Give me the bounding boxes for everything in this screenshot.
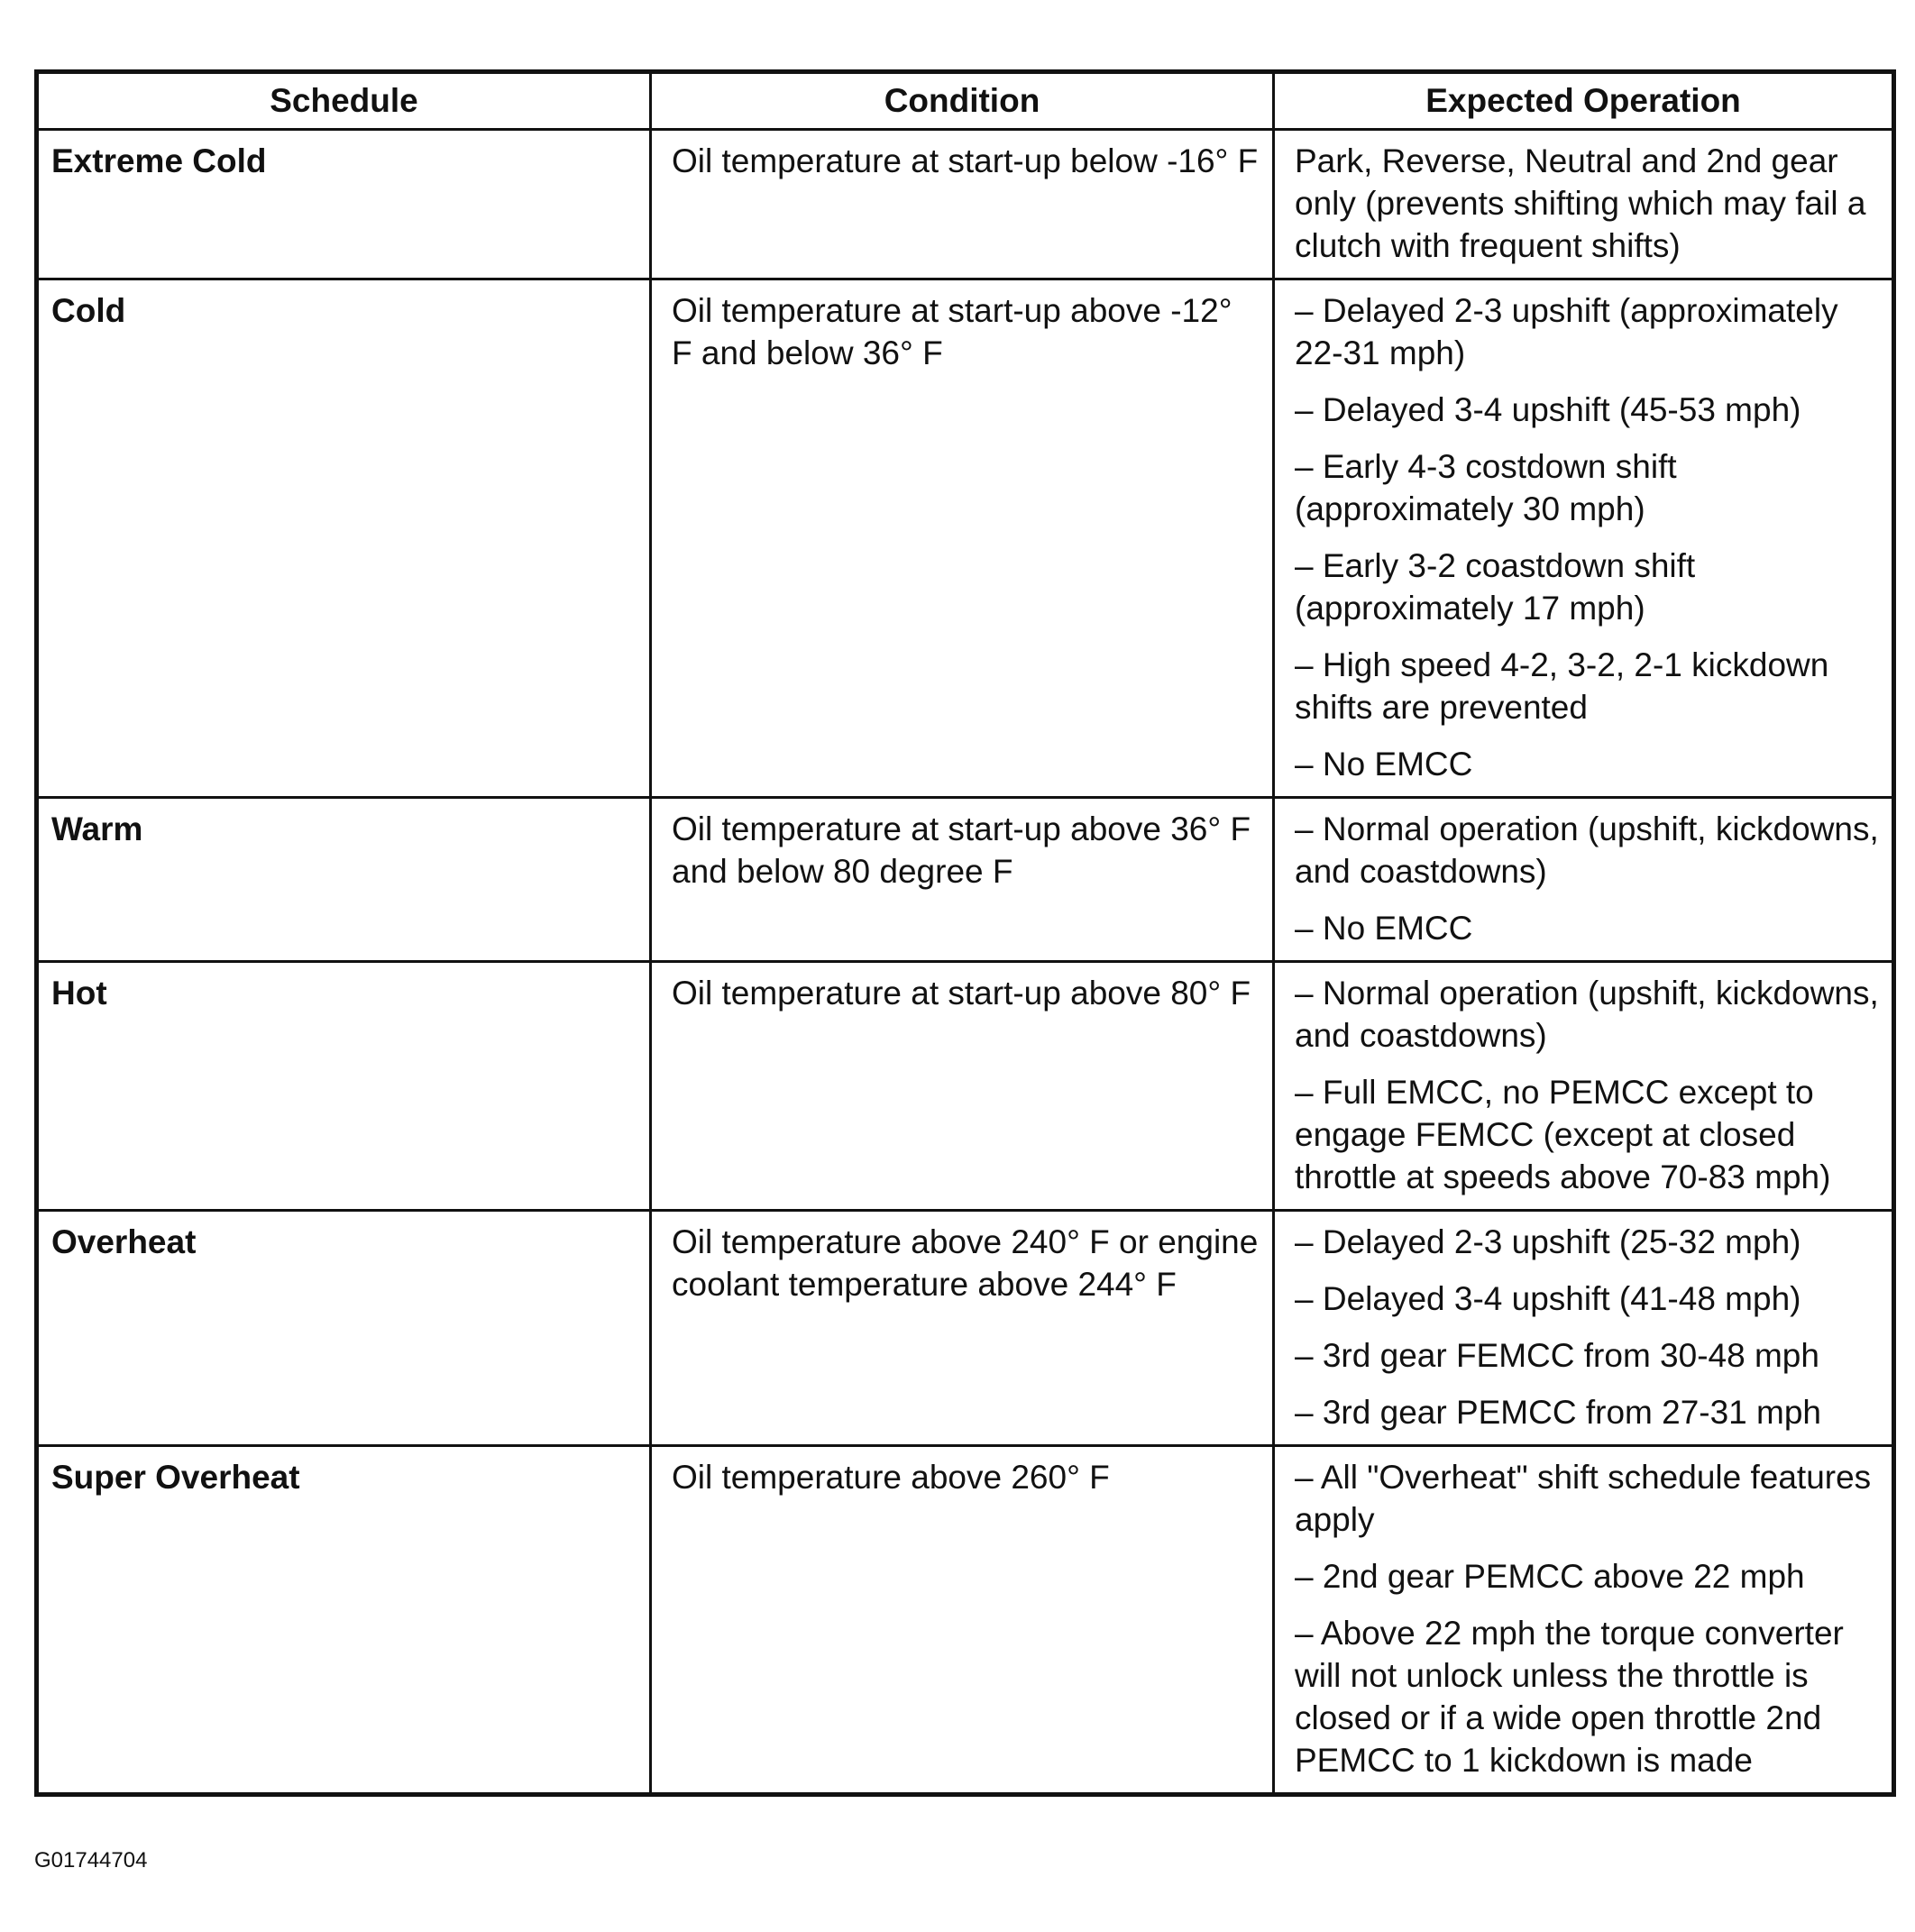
condition-cell: Oil temperature at start-up above -12° F and below 36° F [651, 279, 1274, 798]
operation-line: – 3rd gear FEMCC from 30-48 mph [1295, 1337, 1819, 1374]
condition-cell: Oil temperature at start-up above 36° F and below 80 degree F [651, 798, 1274, 962]
operation-line: Park, Reverse, Neutral and 2nd gear only (prevents shifting which may fail a clutch with frequent shifts) [1295, 142, 1866, 264]
operation-line: – Full EMCC, no PEMCC except to engage FEMCC (except at closed throttle at speeds above 70-83 mph) [1295, 1074, 1831, 1195]
table-row [37, 130, 1894, 279]
operation-line: – No EMCC [1295, 746, 1473, 783]
operation-cell [1274, 962, 1894, 1211]
schedule-cell: Warm [37, 798, 651, 962]
operation-line: – All "Overheat" shift schedule features apply [1295, 1459, 1872, 1538]
operation-line: – High speed 4-2, 3-2, 2-1 kickdown shifts are prevented [1295, 646, 1829, 726]
operation-line: – Delayed 3-4 upshift (45-53 mph) [1295, 391, 1801, 428]
schedule-cell: Cold [37, 279, 651, 798]
schedule-cell: Overheat [37, 1211, 651, 1446]
operation-line: – Above 22 mph the torque converter will not unlock unless the throttle is closed or if a wide open throttle 2nd PEMCC to 1 kickdown is made [1295, 1615, 1844, 1779]
schedule-cell: Extreme Cold [37, 130, 651, 279]
condition-cell: Oil temperature above 260° F [651, 1446, 1274, 1795]
operation-cell [1274, 279, 1894, 798]
table-row [37, 279, 1894, 798]
table-row [37, 1446, 1894, 1795]
operation-line: – Delayed 3-4 upshift (41-48 mph) [1295, 1280, 1801, 1317]
operation-line: – 2nd gear PEMCC above 22 mph [1295, 1558, 1805, 1595]
table-row [37, 1211, 1894, 1446]
condition-cell: Oil temperature at start-up above 80° F [651, 962, 1274, 1211]
table-row [37, 798, 1894, 962]
condition-cell: Oil temperature above 240° F or engine coolant temperature above 244° F [651, 1211, 1274, 1446]
operation-line: – Delayed 2-3 upshift (25-32 mph) [1295, 1223, 1801, 1260]
operation-line: – Early 3-2 coastdown shift (approximately 17 mph) [1295, 547, 1696, 627]
operation-cell [1274, 798, 1894, 962]
table-header-row [37, 72, 1894, 130]
table-row [37, 962, 1894, 1211]
header-expected-operation: Expected Operation [1274, 72, 1894, 130]
figure-id: G01744704 [34, 1848, 148, 1872]
schedule-cell: Hot [37, 962, 651, 1211]
header-schedule: Schedule [37, 72, 651, 130]
operation-line: – Normal operation (upshift, kickdowns, and coastdowns) [1295, 975, 1879, 1054]
condition-cell: Oil temperature at start-up below -16° F [651, 130, 1274, 279]
operation-line: – No EMCC [1295, 910, 1473, 947]
operation-cell [1274, 1211, 1894, 1446]
operation-cell [1274, 1446, 1894, 1795]
operation-cell [1274, 130, 1894, 279]
header-condition: Condition [651, 72, 1274, 130]
operation-line: – Delayed 2-3 upshift (approximately 22-31 mph) [1295, 292, 1838, 371]
operation-line: – 3rd gear PEMCC from 27-31 mph [1295, 1394, 1822, 1431]
operation-line: – Normal operation (upshift, kickdowns, and coastdowns) [1295, 810, 1879, 890]
shift-schedule-table [34, 69, 1896, 1797]
operation-line: – Early 4-3 costdown shift (approximately 30 mph) [1295, 448, 1677, 527]
schedule-cell: Super Overheat [37, 1446, 651, 1795]
shift-schedule-sheet [34, 69, 1892, 1797]
